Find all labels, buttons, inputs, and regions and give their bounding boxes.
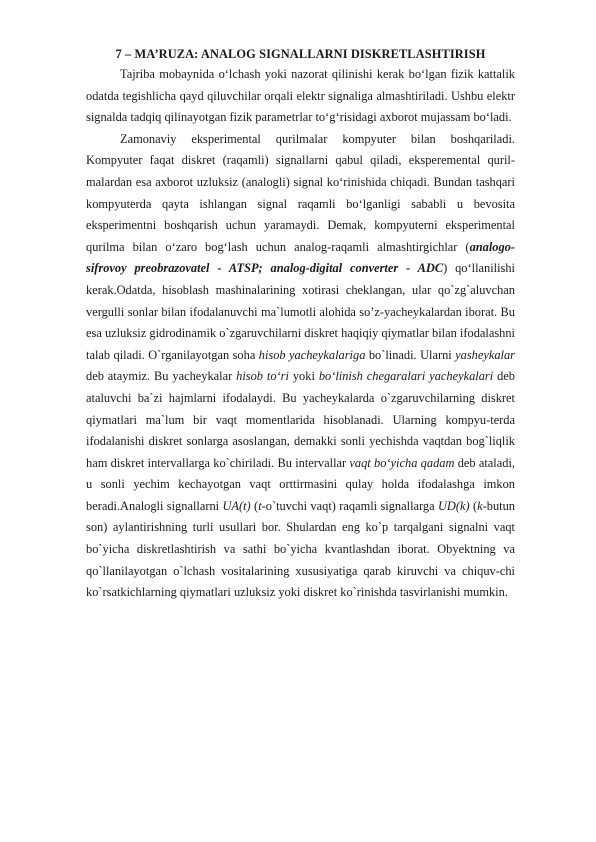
paragraph-intro: Tajriba mobaynida o‘lchash yoki nazorat qilinishi kerak bo‘lgan fizik kattalik odatda tegishlicha qayd qiluvchilar orqali elektr signaliga almashtiriladi. Ushbu elektr signalda tadqiq qilinayotgan fizik parametrlar to‘g‘risidagi axborot mujassam bo‘ladi. [86,67,515,125]
text-run: ( [469,498,478,513]
text-run: -butun son) aylantirishning turli usullari bor. Shulardan eng ko`p tarqalgani signalni vaqt bo`yicha diskretlashtirish va sathi bo`yicha kvantlashdan iborat. Obyektning va qo`llanilayotgan o`lchash vositalarining xususiyatiga qarab kiruvchi va chiquv-chi ko`rsatkichlarning qiymatlari uzluksiz yoki diskret ko`rinishda tasvirlanishi mumkin. [86,498,515,600]
text-run: deb ataluvchi ba`zi hajmlarni ifodalaydi. Bu yacheykalarda o`zgaruvchilarning diskret qiymatlari ma`lum bir vaqt momentlarida hisoblanadi. Ularning kompyu-terda ifodalanishi diskret sonlarga asoslangan, demakki sonli yechishda vaqtdan bog`liqlik ham diskret intervallarga ko`chiriladi. Bu intervallar [86,369,515,470]
symbol-ua-t: UA(t) [222,498,251,513]
lecture-page [86,44,515,604]
term-hisob-tori: hisob to‘ri [236,369,289,384]
symbol-t: t [258,498,262,513]
text-run: -o`tuvchi vaqt) raqamli signallarga [261,498,438,513]
term-bolinish-chegaralari: bo‘linish chegaralari yacheykalari [318,369,494,384]
text-run: bo`linadi. Ularni [365,347,456,362]
text-run: deb ataymiz. Bu yacheykalar [86,369,237,384]
symbol-k: k [477,498,483,513]
text-run: yoki [288,369,319,384]
text-run: Zamonaviy eksperimental qurilmalar kompyuter bilan boshqariladi. Kompyuter faqat diskret (raqamli) signallarni qabul qiladi, eksperemental quril-malardan esa axborot uzluksiz (analogli) signal ko‘rinishida chiqadi. Bundan tashqari kompyuterda qayta ishlangan signal raqamli bo‘lganligi sababli u bevosita eksperimentni boshqarish uchun yaramaydi. Demak, kompyuterni eksperimental qurilma bilan o‘zaro bog‘lash uchun analog-raqamli almashtirgichlar ( [86,131,515,254]
text-run: deb ataladi, u sonli yechim kechayotgan vaqt orttirmasini qulay holda ifodalashga imkon beradi.Analogli signallarni [86,455,515,513]
term-vaqt-boyicha-qadam: vaqt bo‘yicha qadam [349,455,455,470]
paragraph-main [86,129,515,604]
text-run: ) qo‘llanilishi kerak.Odatda, hisoblash mashinalarining xotirasi cheklangan, ular qo`zg`aluvchan vergulli sonlar bilan ifodalanuvchi ma`lumotli alohida so’z-yacheykalardan iborat. Bu esa uzluksiz gidrodinamik o`zgaruvchilarni diskret haqiqiy qiymatlar bilan ifodalashni talab qiladi. O`rganilayotgan soha [86,261,516,362]
term-yasheykalar: yasheykalar [455,347,516,362]
symbol-ud-k: UD(k) [437,498,470,513]
text-run: ( [250,498,259,513]
adc-term: analogo-sifrovoy preobrazovatel - ATSP; analog-digital converter - ADC [86,239,515,276]
term-hisob-yacheykalariga: hisob yacheykalariga [258,347,366,362]
page-title: 7 – MA’RUZA: ANALOG SIGNALLARNI DISKRETLASHTIRISH [115,47,486,61]
